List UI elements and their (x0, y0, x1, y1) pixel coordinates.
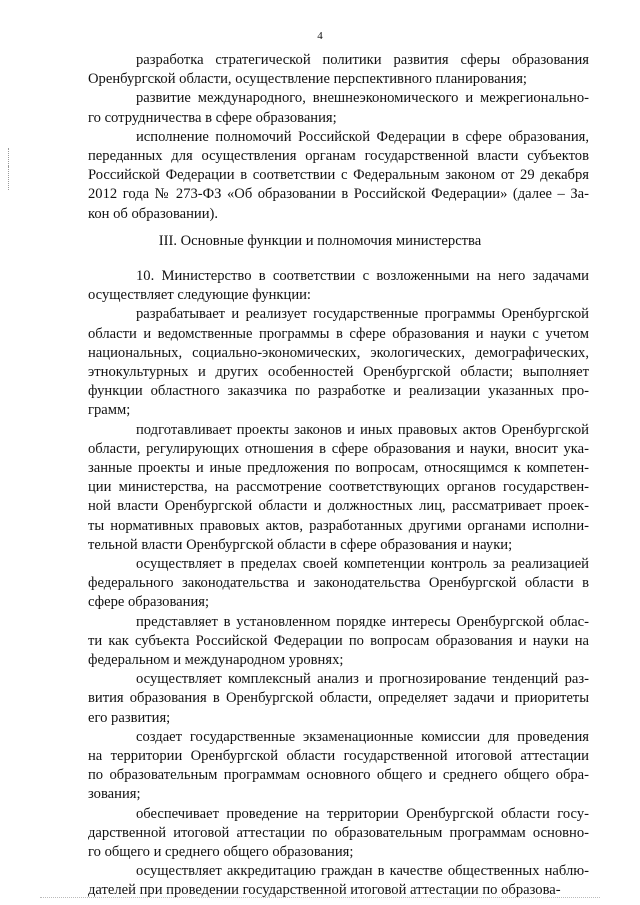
text-line: Оренбургской области, осуществление перспективного планирования; (88, 71, 527, 88)
text-line: ти как субъекта Российской Федерации по вопросам образования и науки на (88, 632, 589, 649)
text-line: 2012 года № 273-ФЗ «Об образовании в Российской Федерации» (далее – За- (88, 186, 589, 203)
text-line: федерального законодательства и законодательства Оренбургской области в (88, 575, 589, 592)
text-line: занные проекты и иные предложения по вопросам, относящимся к компетен- (88, 460, 589, 476)
text-line: переданных для осуществления органам государственной власти субъектов (88, 148, 589, 164)
text-line: представляет в установленном порядке интересы Оренбургской облас- (136, 613, 589, 630)
page-number: 4 (317, 30, 323, 42)
text-line: дарственной итоговой аттестации по образовательным программам основно- (88, 824, 589, 841)
text-line: области и ведомственные программы в сфере образования и науки с учетом (88, 325, 589, 342)
text-line: го общего и среднего общего образования; (88, 844, 354, 860)
text-line: по образовательным программам основного общего и среднего общего обра- (88, 767, 589, 784)
text-line: кон об образовании). (88, 205, 219, 222)
text-line: осуществляет комплексный анализ и прогнозирование тенденций раз- (136, 671, 589, 688)
section-heading: III. Основные функции и полномочия министерства (158, 233, 482, 249)
text-line: национальных, социально-экономических, экологических, демографических, (88, 344, 589, 361)
text-line: области, регулирующих отношения в сфере образования и науки, вносит ука- (88, 440, 589, 457)
text-line: развитие международного, внешнеэкономического и межрегионально- (136, 90, 589, 107)
text-line: разработка стратегической политики развития сферы образования (136, 52, 589, 68)
scan-artifact (40, 897, 600, 898)
text-line: федеральном и международном уровнях; (88, 652, 344, 668)
text-line: исполнение полномочий Российской Федерации в сфере образования, (136, 128, 589, 145)
text-line: его развития; (88, 709, 171, 726)
text-line: этнокультурных и других особенностей Оренбургской области; выполняет (88, 364, 589, 380)
text-line: создает государственные экзаменационные комиссии для проведения (136, 728, 589, 745)
text-line: разрабатывает и реализует государственные программы Оренбургской (136, 306, 589, 323)
margin-mark (8, 166, 11, 190)
text-line: обеспечивает проведение на территории Оренбургской области госу- (136, 805, 589, 822)
text-line: вития образования в Оренбургской области, определяет задачи и приоритеты (88, 690, 589, 707)
text-line: ции министерства, на рассмотрение соответствующих органов государствен- (88, 479, 589, 496)
text-line: осуществляет в пределах своей компетенции контроль за реализацией (136, 556, 589, 572)
text-line: осуществляет аккредитацию граждан в качестве общественных наблю- (136, 863, 589, 880)
text-line: Российской Федерации в соответствии с Федеральным законом от 29 декабря (88, 167, 589, 184)
text-line: тельной власти Оренбургской области в сфере образования и науки; (88, 536, 513, 553)
text-line: ной власти Оренбургской области и должностных лиц, рассматривает проек- (88, 498, 589, 515)
text-line: подготавливает проекты законов и иных правовых актов Оренбургской (136, 421, 589, 438)
text-line: ты нормативных правовых актов, разработанных другими органами исполни- (88, 517, 589, 534)
text-line: на территории Оренбургской области государственной итоговой аттестации (88, 748, 589, 764)
text-line: осуществляет следующие функции: (88, 287, 311, 304)
text-line: зования; (88, 786, 141, 803)
text-line: функции областного заказчика по разработке и реализации указанных про- (88, 383, 589, 400)
text-line: дателей при проведении государственной итоговой аттестации по образова- (88, 882, 561, 899)
text-line: 10. Министерство в соответствии с возложенными на него задачами (136, 268, 589, 284)
text-line: го сотрудничества в сфере образования; (88, 109, 337, 126)
text-line: грамм; (88, 402, 131, 419)
text-line: сфере образования; (88, 594, 210, 611)
